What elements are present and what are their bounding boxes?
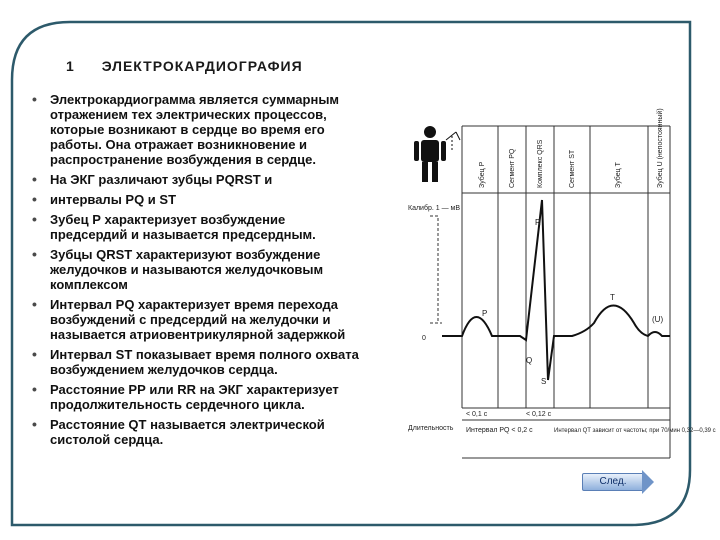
bullet-item: • Интервал PQ характеризует время перехода возбуждений с предсердий на желудочки и называется атриовентрикулярной задержкой — [30, 297, 420, 342]
wave-label-p: P — [482, 309, 488, 318]
duration-label: Длительность — [408, 425, 454, 432]
bullet-item: • На ЭКГ различают зубцы PQRST и — [30, 172, 420, 187]
ecg-trace — [442, 200, 670, 380]
duration-qt: Интервал QT зависит от частоты; при 70/мин 0,32—0,39 с — [554, 428, 716, 434]
human-figure-icon — [414, 126, 446, 182]
bullet-item: • интервалы PQ и ST — [30, 192, 420, 207]
ecg-column-headers — [478, 108, 664, 188]
wave-label-r: R — [535, 218, 541, 227]
title-number: 1 — [66, 58, 75, 74]
ecg-grid — [462, 126, 670, 458]
wave-label-u: (U) — [652, 315, 664, 324]
wave-label-t: T — [610, 293, 615, 302]
column-header: Зубец P — [479, 161, 486, 188]
ecg-diagram — [408, 108, 716, 463]
bullet-item: • Расстояние РР или RR на ЭКГ характеризует продолжительность сердечного цикла. — [30, 382, 420, 412]
wave-label-q: Q — [526, 356, 533, 365]
bullet-list — [30, 92, 420, 452]
bullet-item: • Электрокардиограмма является суммарным отражением тех электрических процессов, которые возникают в сердце во время его работы. Она отражает возникновение и распространение возбуждения в сердце. — [30, 92, 420, 167]
next-button[interactable] — [582, 470, 654, 494]
bullet-item: • Интервал ST показывает время полного охвата возбуждением желудочков сердца. — [30, 347, 420, 377]
duration-pq: Интервал PQ < 0,2 с — [466, 427, 533, 434]
next-button-label: След. — [582, 473, 644, 491]
wave-labels — [482, 218, 663, 386]
title-text: ЭЛЕКТРОКАРДИОГРАФИЯ — [101, 58, 303, 74]
calibration-label: Калибр. 1 — мВ — [408, 205, 461, 212]
bullet-item: • Расстояние QT называется электрической систолой сердца. — [30, 417, 420, 447]
arrow-right-icon — [642, 470, 654, 494]
column-header: Зубец U (непостоянный) — [657, 108, 664, 188]
duration-qrs: < 0,12 с — [526, 411, 552, 418]
bullet-item: • Зубцы QRST характеризуют возбуждение желудочков и называются желудочковым комплексом — [30, 247, 420, 292]
duration-p: < 0,1 с — [466, 411, 488, 418]
slide-title — [66, 58, 303, 74]
column-header: Зубец T — [615, 162, 622, 188]
zero-label: 0 — [422, 335, 426, 342]
column-header: Сегмент ST — [569, 149, 576, 188]
column-header: Комплекс QRS — [537, 139, 544, 188]
wave-label-s: S — [541, 377, 547, 386]
column-header: Сегмент PQ — [509, 148, 516, 188]
bullet-item: • Зубец Р характеризует возбуждение предсердий и называется предсердным. — [30, 212, 420, 242]
